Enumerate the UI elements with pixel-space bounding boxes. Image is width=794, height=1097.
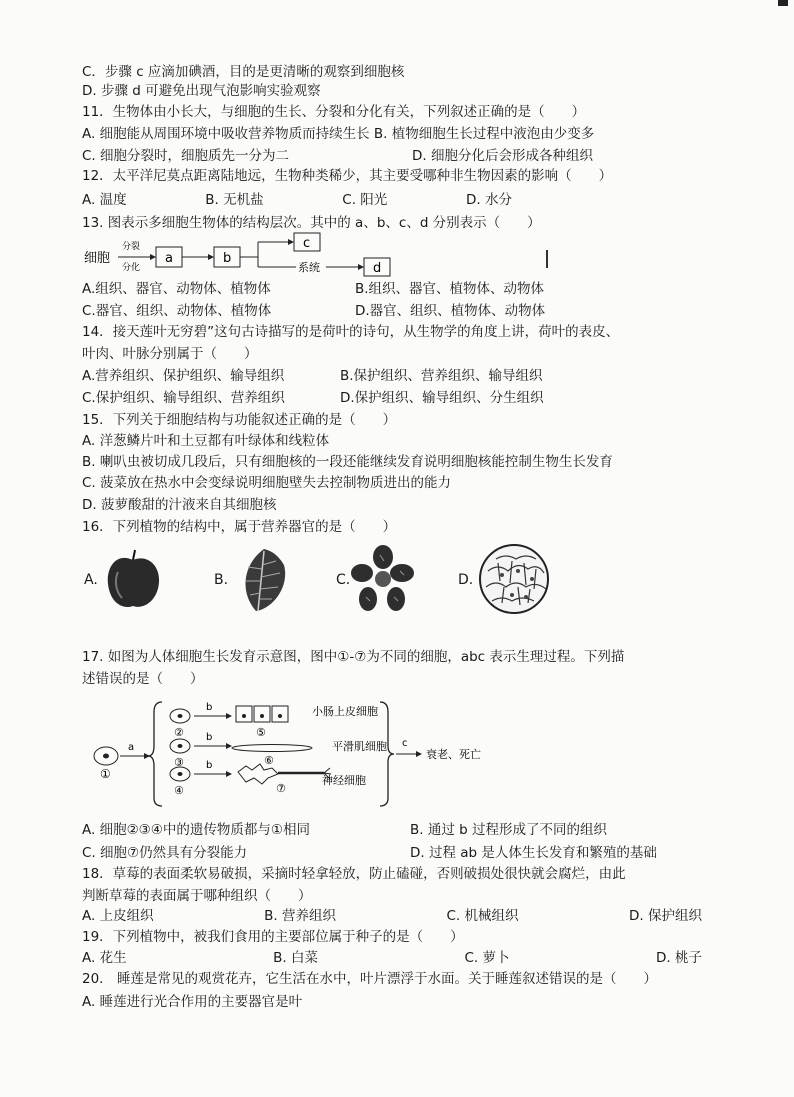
q19-option-b: B. 白菜 (273, 950, 318, 966)
fig17-b2: b (206, 732, 213, 743)
q18-option-c: C. 机械组织 (446, 908, 519, 924)
q17-option-c: C. 细胞⑦仍然具有分裂能力 (82, 845, 248, 861)
fig17-b1: b (206, 702, 213, 713)
q19-option-d: D. 桃子 (656, 950, 702, 966)
q13-option-b: B.组织、器官、植物体、动物体 (355, 281, 545, 297)
q12-options (82, 190, 512, 210)
fig13-arrowhead-2 (208, 254, 214, 260)
q13-option-d: D.器官、组织、植物体、动物体 (355, 303, 546, 319)
q15-option-a: A. 洋葱鳞片叶和土豆都有叶绿体和线粒体 (82, 433, 330, 449)
fig17-n3: ③ (174, 756, 184, 769)
fig17-a: a (128, 742, 135, 753)
q16-label-d: D. (458, 572, 474, 588)
fig17-n2: ② (174, 726, 184, 739)
fig17-n7: ⑦ (276, 782, 286, 795)
q10-option-c: C．步骤 c 应滴加碘酒，目的是更清晰的观察到细胞核 (82, 64, 405, 80)
q15-option-c: C. 菠菜放在热水中会变绿说明细胞壁失去控制物质进出的能力 (82, 475, 452, 491)
fig17-n4: ④ (174, 784, 184, 797)
fig17-left-brace (148, 702, 162, 806)
fig17-b3: b (206, 760, 213, 771)
q14-option-c: C.保护组织、输导组织、营养组织 (82, 390, 285, 406)
q16-label-a: A. (84, 572, 98, 588)
q13-stem: 13. 图表示多细胞生物体的结构层次。其中的 a、b、c、d 分别表示（ ） (82, 215, 541, 231)
q17-stem-cont: 述错误的是（ ） (82, 671, 204, 687)
fig17-smooth-label: 平滑肌细胞 (332, 740, 387, 753)
q15-stem: 15．下列关于细胞结构与功能叙述正确的是（ ） (82, 412, 397, 428)
q19-option-a: A. 花生 (82, 950, 127, 966)
fig17-smooth-muscle-cell (232, 745, 312, 752)
fig17-arrowhead-b3 (226, 771, 232, 777)
q14-stem-cont: 叶肉、叶脉分别属于（ ） (82, 346, 258, 362)
fig13-arrowhead-d (358, 264, 364, 270)
q13-option-a: A.组织、器官、动物体、植物体 (82, 281, 271, 297)
fig13-a: a (165, 251, 173, 266)
q11-option-d: D. 细胞分化后会形成各种组织 (412, 148, 593, 164)
plant-tissue-icon (478, 541, 550, 617)
q17-stem: 17. 如图为人体细胞生长发育示意图，图中①-⑦为不同的细胞，abc 表示生理过程。下列描 (82, 649, 625, 665)
fig17-nerve-cell-body (238, 764, 278, 784)
flower-icon (350, 543, 416, 617)
q11-stem: 11．生物体由小长大，与细胞的生长、分裂和分化有关，下列叙述正确的是（ ） (82, 104, 586, 120)
leaf-icon (234, 545, 294, 617)
q20-stem: 20． 睡莲是常见的观赏花卉，它生活在水中，叶片漂浮于水面。关于睡莲叙述错误的是（ ） (82, 971, 657, 987)
q19-option-c: C. 萝卜 (464, 950, 510, 966)
fig13-arrowhead-1 (150, 254, 156, 260)
fig17-cell-2-nucleus (178, 714, 183, 718)
q18-stem-cont: 判断草莓的表面属于哪种组织（ ） (82, 888, 312, 904)
q14-stem: 14．接天莲叶无穷碧”这句古诗描写的是荷叶的诗句，从生物学的角度上讲，荷叶的表皮、 (82, 324, 620, 340)
q17-option-b: B. 通过 b 过程形成了不同的组织 (410, 822, 607, 838)
q17-cell-development-diagram (88, 694, 508, 810)
fig13-b: b (223, 251, 232, 266)
fig17-arrowhead-b2 (226, 743, 232, 749)
q12-option-b: B. 无机盐 (205, 192, 264, 208)
q18-option-d: D. 保护组织 (629, 908, 702, 924)
fig17-arrowhead-c (416, 751, 422, 757)
q16-label-c: C. (336, 572, 351, 588)
q20-option-a: A. 睡莲进行光合作用的主要器官是叶 (82, 994, 303, 1010)
fig17-n1: ① (100, 767, 111, 781)
fig17-end-label: 衰老、死亡 (426, 748, 481, 761)
q12-stem: 12．太平洋尼莫点距离陆地远，生物种类稀少，其主要受哪种非生物因素的影响（ ） (82, 168, 613, 184)
q12-option-a: A. 温度 (82, 192, 127, 208)
q16-stem: 16．下列植物的结构中，属于营养器官的是（ ） (82, 519, 397, 535)
scan-smudge (546, 250, 548, 268)
q14-option-a: A.营养组织、保护组织、输导组织 (82, 368, 285, 384)
q18-stem: 18．草莓的表面柔软易破损，采摘时轻拿轻放，防止磕碰，否则破损处很快就会腐烂，由此 (82, 866, 626, 882)
fig17-cell-3-nucleus (178, 744, 183, 748)
q19-stem: 19．下列植物中，被我们食用的主要部位属于种子的是（ ） (82, 929, 464, 945)
q19-options (82, 948, 702, 968)
q18-option-b: B. 营养组织 (264, 908, 336, 924)
q13-option-c: C.器官、组织、动物体、植物体 (82, 303, 272, 319)
q18-option-a: A. 上皮组织 (82, 908, 154, 924)
fig17-arrowhead-b1 (226, 713, 232, 719)
fig17-cell-1-nucleus (103, 754, 109, 759)
q17-option-d: D. 过程 ab 是人体生长发育和繁殖的基础 (410, 845, 657, 861)
q11-option-ab: A. 细胞能从周围环境中吸收营养物质而持续生长 B. 植物细胞生长过程中液泡由少变多 (82, 126, 595, 142)
fig13-diff-label: 分化 (122, 263, 141, 273)
scan-corner-mark (778, 0, 788, 6)
apple-fruit-icon (104, 548, 162, 612)
q14-option-d: D.保护组织、输导组织、分生组织 (340, 390, 544, 406)
q15-option-b: B. 喇叭虫被切成几段后，只有细胞核的一段还能继续发育说明细胞核能控制生物生长发育 (82, 454, 613, 470)
fig17-n6: ⑥ (264, 754, 274, 767)
fig13-system-label: 系统 (298, 261, 320, 274)
q10-option-d: D. 步骤 d 可避免出现气泡影响实验观察 (82, 83, 321, 99)
q17-option-a: A. 细胞②③④中的遗传物质都与①相同 (82, 822, 310, 838)
q11-option-c: C. 细胞分裂时，细胞质先一分为二 (82, 148, 290, 164)
q13-structure-diagram (82, 232, 412, 280)
q14-option-b: B.保护组织、营养组织、输导组织 (340, 368, 543, 384)
q15-option-d: D. 菠萝酸甜的汁液来自其细胞核 (82, 497, 277, 513)
fig17-epi-label: 小肠上皮细胞 (312, 705, 378, 718)
q18-options (82, 906, 702, 926)
fig13-d: d (373, 261, 382, 276)
fig17-nerve-label: 神经细胞 (322, 774, 366, 787)
fig17-cell-4-nucleus (178, 772, 183, 776)
fig17-c: c (402, 738, 408, 749)
fig17-n5: ⑤ (256, 726, 266, 739)
fig13-c: c (303, 236, 311, 251)
q12-option-c: C. 阳光 (342, 192, 388, 208)
fig13-div-label: 分裂 (122, 242, 141, 252)
fig17-right-brace (380, 702, 394, 806)
q12-option-d: D. 水分 (465, 192, 512, 208)
fig13-cell-label: 细胞 (84, 251, 111, 266)
q16-label-b: B. (214, 572, 229, 588)
fig13-arrowhead-c (288, 239, 294, 245)
